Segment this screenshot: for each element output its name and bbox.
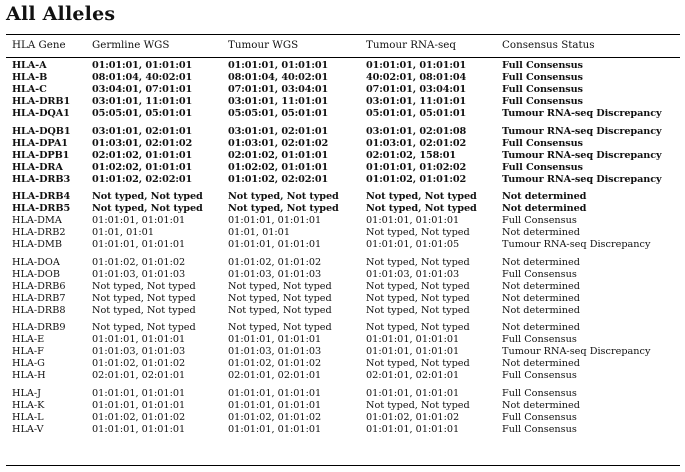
table-row [0, 191, 685, 203]
row-tumour-wgs: 01:02:02, 01:01:01 [228, 161, 329, 173]
row-tumour-wgs: Not typed, Not typed [228, 292, 332, 304]
row-tumour-rna-seq: 01:01:03, 01:01:03 [366, 268, 460, 280]
row-tumour-wgs: 01:01:01, 01:01:01 [228, 387, 322, 399]
row-germline-wgs: 01:01:02, 01:01:02 [92, 358, 186, 370]
row-tumour-rna-seq: Not typed, Not typed [366, 203, 477, 215]
table-row [0, 138, 685, 150]
row-gene: HLA-A [12, 60, 47, 71]
row-germline-wgs: Not typed, Not typed [92, 203, 203, 215]
row-consensus-status: Full Consensus [502, 215, 577, 227]
table-row [0, 334, 685, 346]
row-germline-wgs: 01:01:02, 01:01:02 [92, 256, 186, 268]
row-consensus-status: Full Consensus [502, 387, 577, 399]
row-tumour-wgs: 01:01:01, 01:01:01 [228, 215, 322, 227]
table-row [0, 84, 685, 96]
row-germline-wgs: 01:01, 01:01 [92, 227, 154, 239]
table-row [0, 174, 685, 186]
row-consensus-status: Full Consensus [502, 370, 577, 382]
table-row [0, 227, 685, 239]
row-germline-wgs: Not typed, Not typed [92, 191, 203, 202]
table-row [0, 257, 685, 269]
table-row [0, 370, 685, 382]
table-row [0, 358, 685, 370]
row-germline-wgs: 01:01:01, 01:01:01 [92, 399, 186, 411]
row-tumour-rna-seq: Not typed, Not typed [366, 256, 470, 268]
row-consensus-status: Not determined [502, 280, 580, 292]
row-tumour-rna-seq: Not typed, Not typed [366, 280, 470, 292]
row-gene: HLA-DRB5 [12, 203, 71, 215]
header-consensus-status: Consensus Status [502, 39, 595, 51]
row-tumour-rna-seq: 01:01:01, 01:01:01 [366, 346, 460, 358]
row-germline-wgs: 01:01:01, 01:01:01 [92, 215, 186, 227]
row-consensus-status: Full Consensus [502, 423, 577, 435]
row-consensus-status: Full Consensus [502, 60, 583, 71]
row-germline-wgs: 01:01:03, 01:01:03 [92, 268, 186, 280]
table-row [0, 203, 685, 215]
row-consensus-status: Full Consensus [502, 84, 583, 96]
row-consensus-status: Not determined [502, 322, 580, 333]
row-germline-wgs: 02:01:01, 02:01:01 [92, 370, 186, 382]
row-germline-wgs: 01:01:01, 01:01:01 [92, 60, 193, 71]
row-consensus-status: Not determined [502, 227, 580, 239]
table-row [0, 388, 685, 400]
row-gene: HLA-DOA [12, 256, 60, 268]
row-gene: HLA-J [12, 387, 42, 399]
row-germline-wgs: 01:01:01, 01:01:01 [92, 239, 186, 251]
row-tumour-wgs: 01:01:01, 01:01:01 [228, 239, 322, 251]
row-tumour-rna-seq: Not typed, Not typed [366, 358, 470, 370]
row-germline-wgs: 01:01:01, 01:01:01 [92, 334, 186, 346]
row-tumour-rna-seq: 01:01:01, 01:01:05 [366, 239, 460, 251]
table-row [0, 60, 685, 72]
row-tumour-wgs: Not typed, Not typed [228, 191, 339, 202]
row-tumour-rna-seq: Not typed, Not typed [366, 304, 470, 316]
row-germline-wgs: 01:01:03, 01:01:03 [92, 346, 186, 358]
row-tumour-wgs: 07:01:01, 03:04:01 [228, 84, 329, 96]
row-gene: HLA-DMA [12, 215, 62, 227]
row-consensus-status: Not determined [502, 203, 587, 215]
row-tumour-rna-seq: 02:01:02, 158:01 [366, 149, 457, 161]
row-tumour-wgs: Not typed, Not typed [228, 304, 332, 316]
row-germline-wgs: Not typed, Not typed [92, 280, 196, 292]
header-tumour-wgs: Tumour WGS [228, 39, 299, 51]
row-tumour-wgs: 01:01, 01:01 [228, 227, 290, 239]
header-germline-wgs: Germline WGS [92, 39, 170, 51]
row-gene: HLA-L [12, 411, 44, 423]
table-row [0, 346, 685, 358]
row-tumour-wgs: 05:05:01, 05:01:01 [228, 108, 329, 120]
row-gene: HLA-DRB3 [12, 173, 71, 185]
row-consensus-status: Tumour RNA-seq Discrepancy [502, 173, 662, 185]
row-tumour-rna-seq: Not typed, Not typed [366, 292, 470, 304]
table-row [0, 412, 685, 424]
row-germline-wgs: Not typed, Not typed [92, 292, 196, 304]
row-tumour-rna-seq: 05:01:01, 05:01:01 [366, 108, 467, 120]
row-tumour-wgs: 01:03:01, 02:01:02 [228, 137, 329, 149]
row-tumour-rna-seq: 01:01:02, 01:01:02 [366, 173, 467, 185]
row-consensus-status: Not determined [502, 191, 587, 202]
row-germline-wgs: 01:01:01, 01:01:01 [92, 423, 186, 435]
row-gene: HLA-K [12, 399, 45, 411]
row-consensus-status: Full Consensus [502, 268, 577, 280]
row-gene: HLA-DMB [12, 239, 62, 251]
row-gene: HLA-DRB1 [12, 96, 71, 108]
row-tumour-wgs: 01:01:02, 01:01:02 [228, 358, 322, 370]
row-tumour-rna-seq: Not typed, Not typed [366, 191, 477, 202]
row-gene: HLA-G [12, 358, 45, 370]
table-row [0, 239, 685, 251]
row-germline-wgs: 01:01:01, 01:01:01 [92, 387, 186, 399]
row-tumour-wgs: 01:01:01, 01:01:01 [228, 60, 329, 71]
row-tumour-rna-seq: Not typed, Not typed [366, 399, 470, 411]
row-gene: HLA-DRB9 [12, 322, 66, 333]
row-gene: HLA-F [12, 346, 44, 358]
row-tumour-wgs: 01:01:03, 01:01:03 [228, 268, 322, 280]
header-hla-gene: HLA Gene [12, 39, 66, 51]
row-tumour-rna-seq: 01:01:01, 01:01:01 [366, 215, 460, 227]
table-row [0, 400, 685, 412]
table-row [0, 72, 685, 84]
row-gene: HLA-B [12, 72, 48, 84]
row-consensus-status: Tumour RNA-seq Discrepancy [502, 125, 662, 137]
row-tumour-wgs: 01:01:01, 01:01:01 [228, 334, 322, 346]
table-row [0, 126, 685, 138]
row-consensus-status: Not determined [502, 256, 580, 268]
table-row [0, 322, 685, 334]
row-tumour-wgs: 01:01:03, 01:01:03 [228, 346, 322, 358]
row-consensus-status: Full Consensus [502, 96, 583, 108]
row-consensus-status: Full Consensus [502, 72, 583, 84]
table-bottom-rule [6, 465, 680, 466]
table-row [0, 150, 685, 162]
row-gene: HLA-DRB7 [12, 292, 66, 304]
row-germline-wgs: Not typed, Not typed [92, 322, 196, 333]
row-consensus-status: Tumour RNA-seq Discrepancy [502, 108, 662, 120]
row-tumour-rna-seq: 01:01:02, 01:01:02 [366, 411, 460, 423]
row-germline-wgs: 01:01:02, 01:01:02 [92, 411, 186, 423]
row-tumour-wgs: Not typed, Not typed [228, 203, 339, 215]
table-row [0, 281, 685, 293]
row-tumour-wgs: 03:01:01, 02:01:01 [228, 125, 329, 137]
row-gene: HLA-DRB2 [12, 227, 66, 239]
row-consensus-status: Full Consensus [502, 334, 577, 346]
table-row [0, 108, 685, 120]
row-tumour-rna-seq: 01:01:01, 01:01:01 [366, 423, 460, 435]
row-germline-wgs: 03:04:01, 07:01:01 [92, 84, 193, 96]
row-consensus-status: Tumour RNA-seq Discrepancy [502, 346, 651, 358]
row-germline-wgs: 01:02:02, 01:01:01 [92, 161, 193, 173]
row-germline-wgs: 02:01:02, 01:01:01 [92, 149, 193, 161]
table-row [0, 293, 685, 305]
row-germline-wgs: 01:01:02, 02:02:01 [92, 173, 193, 185]
row-consensus-status: Not determined [502, 304, 580, 316]
row-tumour-wgs: 08:01:04, 40:02:01 [228, 72, 329, 84]
row-gene: HLA-DQB1 [12, 125, 71, 137]
table-row [0, 424, 685, 436]
row-tumour-rna-seq: 03:01:01, 02:01:08 [366, 125, 467, 137]
row-tumour-rna-seq: 01:01:01, 01:02:02 [366, 161, 467, 173]
header-tumour-rna-seq: Tumour RNA-seq [366, 39, 456, 51]
row-consensus-status: Full Consensus [502, 137, 583, 149]
row-tumour-rna-seq: 01:01:01, 01:01:01 [366, 387, 460, 399]
row-tumour-wgs: 01:01:02, 02:02:01 [228, 173, 329, 185]
row-tumour-wgs: 01:01:02, 01:01:02 [228, 411, 322, 423]
row-gene: HLA-E [12, 334, 45, 346]
row-tumour-rna-seq: 07:01:01, 03:04:01 [366, 84, 467, 96]
row-gene: HLA-C [12, 84, 47, 96]
row-gene: HLA-DRA [12, 161, 63, 173]
row-tumour-wgs: 02:01:02, 01:01:01 [228, 149, 329, 161]
row-consensus-status: Not determined [502, 358, 580, 370]
row-gene: HLA-DRB6 [12, 280, 66, 292]
row-germline-wgs: 03:01:01, 02:01:01 [92, 125, 193, 137]
row-tumour-rna-seq: 03:01:01, 11:01:01 [366, 96, 467, 108]
row-tumour-rna-seq: Not typed, Not typed [366, 227, 470, 239]
page-title: All Alleles [6, 3, 116, 25]
table-row [0, 96, 685, 108]
row-tumour-wgs: Not typed, Not typed [228, 322, 332, 333]
row-gene: HLA-DRB8 [12, 304, 66, 316]
row-gene: HLA-V [12, 423, 44, 435]
table-row [0, 269, 685, 281]
row-germline-wgs: 01:03:01, 02:01:02 [92, 137, 193, 149]
row-consensus-status: Not determined [502, 399, 580, 411]
table-row [0, 215, 685, 227]
row-gene: HLA-DRB4 [12, 191, 71, 202]
row-gene: HLA-DPA1 [12, 137, 68, 149]
row-tumour-rna-seq: 40:02:01, 08:01:04 [366, 72, 467, 84]
table-row [0, 305, 685, 317]
row-gene: HLA-DQA1 [12, 108, 70, 120]
row-consensus-status: Tumour RNA-seq Discrepancy [502, 239, 651, 251]
row-gene: HLA-DPB1 [12, 149, 70, 161]
row-tumour-wgs: 01:01:01, 01:01:01 [228, 423, 322, 435]
row-tumour-wgs: 02:01:01, 02:01:01 [228, 370, 322, 382]
row-germline-wgs: Not typed, Not typed [92, 304, 196, 316]
row-germline-wgs: 05:05:01, 05:01:01 [92, 108, 193, 120]
row-tumour-wgs: 01:01:02, 01:01:02 [228, 256, 322, 268]
row-tumour-rna-seq: 01:01:01, 01:01:01 [366, 334, 460, 346]
row-tumour-wgs: Not typed, Not typed [228, 280, 332, 292]
row-tumour-rna-seq: 01:03:01, 02:01:02 [366, 137, 467, 149]
row-tumour-wgs: 01:01:01, 01:01:01 [228, 399, 322, 411]
row-consensus-status: Not determined [502, 292, 580, 304]
table-row [0, 162, 685, 174]
row-gene: HLA-DOB [12, 268, 60, 280]
row-tumour-wgs: 03:01:01, 11:01:01 [228, 96, 329, 108]
row-consensus-status: Tumour RNA-seq Discrepancy [502, 149, 662, 161]
row-tumour-rna-seq: 01:01:01, 01:01:01 [366, 60, 467, 71]
row-tumour-rna-seq: Not typed, Not typed [366, 322, 470, 333]
row-tumour-rna-seq: 02:01:01, 02:01:01 [366, 370, 460, 382]
row-gene: HLA-H [12, 370, 46, 382]
row-consensus-status: Full Consensus [502, 411, 577, 423]
row-germline-wgs: 03:01:01, 11:01:01 [92, 96, 193, 108]
row-germline-wgs: 08:01:04, 40:02:01 [92, 72, 193, 84]
row-consensus-status: Full Consensus [502, 161, 583, 173]
